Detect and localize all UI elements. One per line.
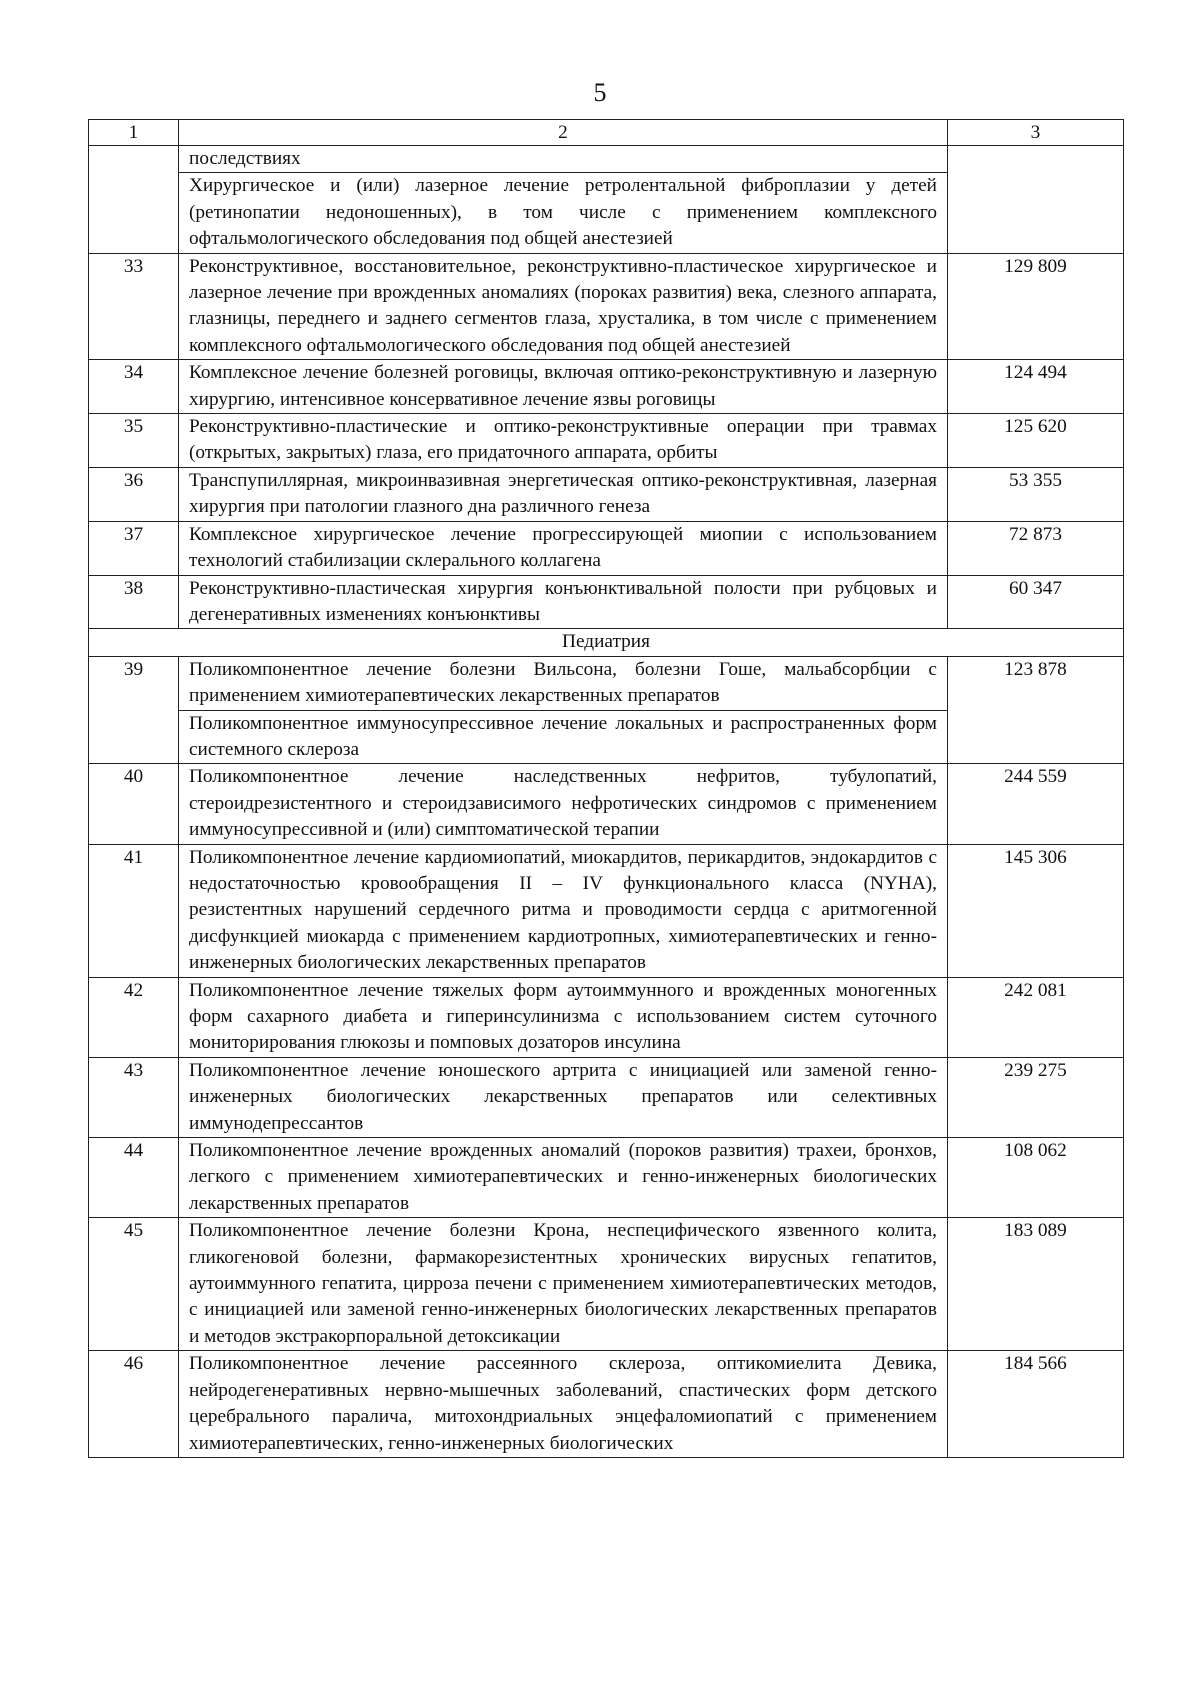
description-part: Реконструктивное, восстановительное, реконструктивно-пластическое хирургическое и лазерное лечение при врожденных аномалиях (пороках развития) века, слезного аппарата, глазницы, переднего и заднего сегментов глаза, хрусталика, в том числе с применением комплексного офтальмологического обследования под общей анестезией — [189, 255, 937, 356]
row-number: 40 — [89, 764, 179, 844]
row-number: 46 — [89, 1351, 179, 1458]
row-description — [179, 575, 948, 629]
table-body — [89, 146, 1124, 1458]
table-row — [89, 1138, 1124, 1218]
row-description — [179, 1218, 948, 1351]
row-number: 35 — [89, 414, 179, 468]
description-part: Поликомпонентное лечение наследственных нефритов, тубулопатий, стероидрезистентного и стероидзависимого нефротических синдромов с применением иммуносупрессивной и (или) симптоматической терапии — [189, 766, 937, 841]
description-part: Реконструктивно-пластическая хирургия конъюнктивальной полости при рубцовых и дегенеративных изменениях конъюнктивы — [189, 577, 937, 625]
row-description — [179, 1138, 948, 1218]
table-row — [89, 521, 1124, 575]
row-description — [179, 764, 948, 844]
row-price: 244 559 — [948, 764, 1124, 844]
description-part: Поликомпонентное лечение кардиомиопатий, миокардитов, перикардитов, эндокардитов с недостаточностью кровообращения II – IV функционального класса (NYHA), резистентных нарушений сердечного ритма и проводимости сердца с аритмогенной дисфункцией миокарда с применением кардиотропных, химиотерапевтических и генно-инженерных биологических лекарственных препаратов — [189, 846, 937, 974]
description-part: Поликомпонентное лечение болезни Вильсона, болезни Гоше, мальабсорбции с применением химиотерапевтических лекарственных препаратов — [189, 658, 937, 707]
row-number: 38 — [89, 575, 179, 629]
row-number: 39 — [89, 656, 179, 764]
description-part: Поликомпонентное лечение врожденных аномалий (пороков развития) трахеи, бронхов, легкого с применением химиотерапевтических и генно-инженерных биологических лекарственных препаратов — [189, 1140, 937, 1214]
row-price: 183 089 — [948, 1218, 1124, 1351]
row-number — [89, 146, 179, 254]
row-price: 123 878 — [948, 656, 1124, 764]
table-row — [89, 253, 1124, 360]
description-part: Комплексное хирургическое лечение прогрессирующей миопии с использованием технологий стабилизации склерального коллагена — [189, 523, 937, 572]
row-description — [179, 253, 948, 360]
row-price: 129 809 — [948, 253, 1124, 360]
table-row — [89, 656, 1124, 764]
table-row — [89, 977, 1124, 1057]
row-price: 124 494 — [948, 360, 1124, 414]
description-part: Транспупиллярная, микроинвазивная энергетическая оптико-реконструктивная, лазерная хирургия при патологии глазного дна различного генеза — [189, 469, 937, 518]
table-row — [89, 146, 1124, 254]
row-number: 33 — [89, 253, 179, 360]
row-description — [179, 656, 948, 764]
row-number: 34 — [89, 360, 179, 414]
row-description — [179, 146, 948, 254]
table-row — [89, 414, 1124, 468]
description-part: Реконструктивно-пластические и оптико-реконструктивные операции при травмах (открытых, закрытых) глаза, его придаточного аппарата, орбиты — [189, 416, 937, 464]
row-number: 43 — [89, 1057, 179, 1137]
table-row — [89, 1057, 1124, 1137]
section-row — [89, 629, 1124, 656]
row-description — [179, 977, 948, 1057]
column-header-1: 1 — [89, 120, 179, 146]
table-row — [89, 360, 1124, 414]
row-number: 45 — [89, 1218, 179, 1351]
row-price: 184 566 — [948, 1351, 1124, 1458]
row-price: 125 620 — [948, 414, 1124, 468]
table-header-row — [89, 120, 1124, 146]
row-price: 145 306 — [948, 844, 1124, 977]
row-number: 36 — [89, 467, 179, 521]
description-part: последствиях — [189, 148, 301, 169]
row-price: 53 355 — [948, 467, 1124, 521]
row-number: 41 — [89, 844, 179, 977]
column-header-2: 2 — [179, 120, 948, 146]
row-description — [179, 360, 948, 414]
description-part: Поликомпонентное лечение тяжелых форм аутоиммунного и врожденных моногенных форм сахарного диабета и гиперинсулинизма с использованием систем суточного мониторирования глюкозы и помповых дозаторов инсулина — [189, 979, 937, 1054]
row-price — [948, 146, 1124, 254]
table-row — [89, 764, 1124, 844]
row-price: 108 062 — [948, 1138, 1124, 1218]
row-number: 37 — [89, 521, 179, 575]
price-table — [88, 119, 1124, 1458]
row-description — [179, 521, 948, 575]
table-row — [89, 1218, 1124, 1351]
row-price: 242 081 — [948, 977, 1124, 1057]
description-part: Поликомпонентное иммуносупрессивное лечение локальных и распространенных форм системного склероза — [179, 710, 947, 764]
description-part: Поликомпонентное лечение юношеского артрита с инициацией или заменой генно-инженерных биологических лекарственных препаратов или селективных иммунодепрессантов — [189, 1059, 937, 1134]
table-row — [89, 1351, 1124, 1458]
section-title: Педиатрия — [89, 629, 1124, 656]
description-part: Хирургическое и (или) лазерное лечение ретролентальной фиброплазии у детей (ретинопатии недоношенных), в том числе с применением комплексного офтальмологического обследования под общей анестезией — [179, 172, 947, 252]
row-description — [179, 1057, 948, 1137]
row-number: 44 — [89, 1138, 179, 1218]
row-price: 239 275 — [948, 1057, 1124, 1137]
description-part: Поликомпонентное лечение болезни Крона, неспецифического язвенного колита, гликогеновой болезни, фармакорезистентных хронических вирусных гепатитов, аутоиммунного гепатита, цирроза печени с применением химиотерапевтических методов, с инициацией или заменой генно-инженерных биологических лекарственных препаратов и методов экстракорпоральной детоксикации — [189, 1220, 937, 1347]
page-number: 5 — [593, 78, 607, 107]
description-part: Поликомпонентное лечение рассеянного склероза, оптикомиелита Девика, нейродегенеративных нервно-мышечных заболеваний, спастических форм детского церебрального паралича, митохондриальных энцефаломиопатий с применением химиотерапевтических, генно-инженерных биологических — [189, 1353, 937, 1454]
row-description — [179, 1351, 948, 1458]
row-price: 72 873 — [948, 521, 1124, 575]
column-header-3: 3 — [948, 120, 1124, 146]
table-row — [89, 467, 1124, 521]
row-price: 60 347 — [948, 575, 1124, 629]
table-row — [89, 575, 1124, 629]
row-number: 42 — [89, 977, 179, 1057]
row-description — [179, 467, 948, 521]
row-description — [179, 414, 948, 468]
table-row — [89, 844, 1124, 977]
description-part: Комплексное лечение болезней роговицы, включая оптико-реконструктивную и лазерную хирургию, интенсивное консервативное лечение язвы роговицы — [189, 362, 937, 410]
row-description — [179, 844, 948, 977]
